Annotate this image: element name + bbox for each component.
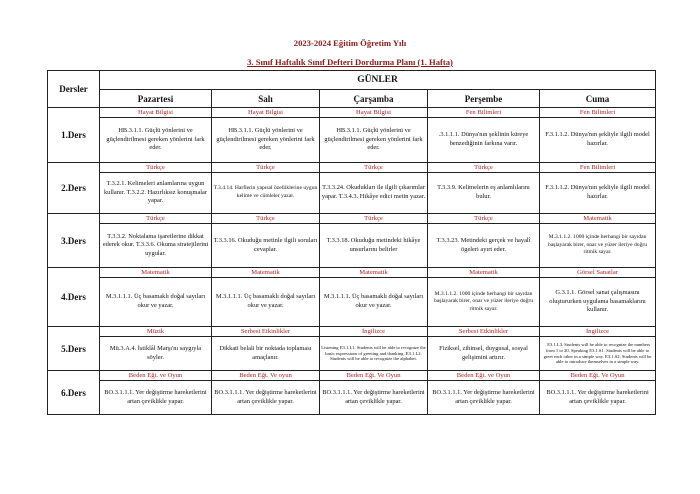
objective-cell: BO.3.1.1.1. Yer değiştirme hareketlerini artan çeviklikle yapar.	[540, 381, 656, 415]
subject-cell: Türkçe	[320, 214, 428, 224]
objective-cell: BO.3.1.1.1. Yer değiştirme hareketlerini artan çeviklikle yapar.	[212, 381, 320, 415]
lesson-label-1: 1.Ders	[48, 108, 100, 163]
weekly-plan-table	[47, 70, 656, 415]
gunler-header: GÜNLER	[100, 71, 656, 90]
lesson-label-5: 5.Ders	[48, 327, 100, 371]
objective-cell: HB.3.1.1. Güçlü yönlerini ve güçlendirilmesi gereken yönlerini fark eder.	[212, 118, 320, 163]
day-header-sali: Salı	[212, 90, 320, 108]
subject-cell: Matematik	[212, 268, 320, 278]
subject-cell: Serbest Etkinlikler	[428, 327, 540, 337]
objective-cell: F.3.1.1.2. Dünya'nın şekliyle ilgili model hazırlar.	[540, 118, 656, 163]
day-header-pazartesi: Pazartesi	[100, 90, 212, 108]
lesson-label-6: 6.Ders	[48, 371, 100, 415]
objective-cell: HB.3.1.1. Güçlü yönlerini ve güçlendirilmesi gereken yönlerini fark eder.	[320, 118, 428, 163]
dersler-header: Dersler	[48, 71, 100, 108]
day-header-carsamba: Çarşamba	[320, 90, 428, 108]
subject-cell: Hayat Bilgisi	[100, 108, 212, 118]
objective-cell: T.3.3.16. Okuduğu metinle ilgili soruları cevaplar.	[212, 224, 320, 268]
subject-cell: Türkçe	[428, 214, 540, 224]
objective-cell: HB.3.1.1. Güçlü yönlerini ve güçlendirilmesi gereken yönlerini fark eder.	[100, 118, 212, 163]
lesson-label-3: 3.Ders	[48, 214, 100, 268]
subject-cell: Matematik	[540, 214, 656, 224]
subject-cell: Matematik	[100, 268, 212, 278]
lesson-label-4: 4.Ders	[48, 268, 100, 327]
subject-cell: Beden Eğt. Ve Oyun	[540, 371, 656, 381]
objective-cell: M.3.1.1.1. Üç basamaklı doğal sayıları okur ve yazar.	[100, 278, 212, 327]
objective-cell: Fiziksel, zihinsel, duygusal, sosyal gelişimini artırır.	[428, 337, 540, 371]
objective-cell: BO.3.1.1.1. Yer değiştirme hareketlerini artan çeviklikle yapar.	[320, 381, 428, 415]
subject-cell: Türkçe	[320, 163, 428, 173]
objective-cell: T.3.3.2. Noktalama işaretlerine dikkat ederek okur. T.3.3.6. Okuma stratejilerini uygular.	[100, 224, 212, 268]
subject-cell: Türkçe	[428, 163, 540, 173]
subject-cell: Fen Bilimleri	[540, 163, 656, 173]
objective-cell: T.3.3.9. Kelimelerin eş anlamlılarını bulur.	[428, 173, 540, 214]
subject-cell: Beden Eğt. Ve Oyun	[320, 371, 428, 381]
subject-cell: Fen Bilimleri	[540, 108, 656, 118]
subject-cell: İngilizce	[540, 327, 656, 337]
subject-cell: İngilizce	[320, 327, 428, 337]
subject-cell: Matematik	[320, 268, 428, 278]
subject-cell: Türkçe	[212, 163, 320, 173]
subject-cell: Matematik	[428, 268, 540, 278]
subject-cell: Görsel Sanatlar	[540, 268, 656, 278]
subject-cell: Türkçe	[212, 214, 320, 224]
objective-cell: Dikkati belali bir noktada toplaması amaçlanır.	[212, 337, 320, 371]
objective-cell: . E3.1.L3. Students will be able to recognize the numbers from 1 to 20. Speaking E3.1.S1. Students will be able to greet each other in a simple way. E3.1.S2. Students will be able to introduce themselves in a simple way.	[540, 337, 656, 371]
objective-cell: T.3.4.14. Harflerin yapısal özelliklerine uygun kelime ve cümleler yazar.	[212, 173, 320, 214]
subject-cell: Beden Eğt. ve Oyun	[100, 371, 212, 381]
objective-cell: T.3.2.1. Kelimeleri anlamlarına uygun kullanır. T.3.2.2. Hazırlıksız konuşmalar yapar.	[100, 173, 212, 214]
objective-cell: M.3.1.1.1. Üç basamaklı doğal sayıları okur ve yazar.	[320, 278, 428, 327]
subject-cell: Fen Bilimleri	[428, 108, 540, 118]
objective-cell: T.3.3.23. Metindeki gerçek ve hayalî ögeleri ayırt eder.	[428, 224, 540, 268]
objective-cell: G.3.1.1. Görsel sanat çalışmasını oluştururken uygulama basamaklarını kullanır.	[540, 278, 656, 327]
objective-cell: Mü.3.A.4. İstiklâl Marşı'nı saygıyla söyler.	[100, 337, 212, 371]
subject-cell: Müzik	[100, 327, 212, 337]
subject-cell: Beden Eğt. ve Oyun	[428, 371, 540, 381]
objective-cell: BO.3.1.1.1. Yer değiştirme hareketlerini artan çeviklikle yapar.	[100, 381, 212, 415]
day-header-persembe: Perşembe	[428, 90, 540, 108]
objective-cell: BO.3.1.1.1. Yer değiştirme hareketlerini artan çeviklikle yapar.	[428, 381, 540, 415]
subject-cell: Hayat Bilgisi	[212, 108, 320, 118]
document-subtitle: 3. Sınıf Haftalık Sınıf Defteri Dordurma Planı (1. Hafta)	[247, 57, 453, 67]
objective-cell: F.3.1.1.2. Dünya'nın şekliyle ilgili model hazırlar.	[540, 173, 656, 214]
subject-cell: Beden Eğt. Ve oyun	[212, 371, 320, 381]
day-header-cuma: Cuma	[540, 90, 656, 108]
subject-cell: Türkçe	[100, 214, 212, 224]
objective-cell: M.3.1.1.1. Üç basamaklı doğal sayıları okur ve yazar.	[212, 278, 320, 327]
objective-cell: M.3.1.1.2. 1000 içinde herhangi bir sayıdan başlayarak birer, onar ve yüzer ileriye doğru ritmik sayar.	[540, 224, 656, 268]
subject-cell: Türkçe	[100, 163, 212, 173]
lesson-label-2: 2.Ders	[48, 163, 100, 214]
objective-cell: T.3.3.18. Okuduğu metindeki hikâye unsurlarını belirler	[320, 224, 428, 268]
objective-cell: .3.1.1.1. Dünya'nın şeklinin küreye benzediğinin farkına varır.	[428, 118, 540, 163]
objective-cell: M.3.1.1.2. 1000 içinde herhangi bir sayıdan başlayarak birer, onar ve yüzer ileriye doğru ritmik sayar.	[428, 278, 540, 327]
objective-cell: T.3.3.24. Okudukları ile ilgili çıkarımlar yapar. T.3.4.3. Hikâye edici metin yazar.	[320, 173, 428, 214]
objective-cell: Listening E3.1.L1. Students will be able to recognize the basic expressions of greeting and thanking. E3.1.L2. Students will be able to recognize the alphabet.	[320, 337, 428, 371]
subject-cell: Hayat Bilgisi	[320, 108, 428, 118]
subject-cell: Serbest Etkinlikler	[212, 327, 320, 337]
document-title: 2023-2024 Eğitim Öğretim Yılı	[293, 38, 407, 48]
